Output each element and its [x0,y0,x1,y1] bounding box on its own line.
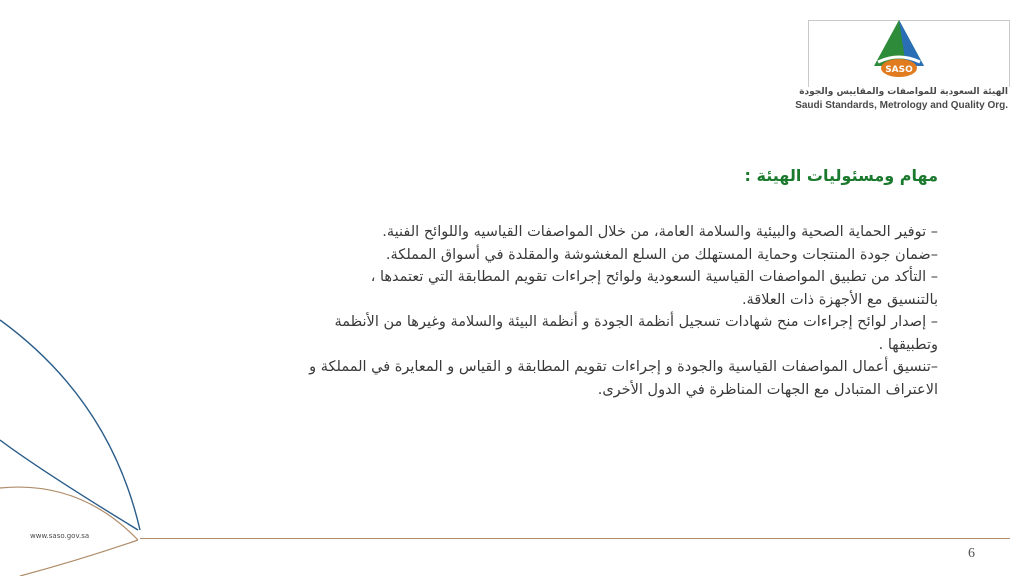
slide-heading: مهام ومسئوليات الهيئة : [744,166,938,185]
list-item-continuation: بالتنسيق مع الأجهزة ذات العلاقة. [741,291,938,308]
list-item: – التأكد من تطبيق المواصفات القياسية السعودية ولوائح إجراءات تقويم المطابقة التي تعتمدها ، [370,269,938,285]
list-item: –تنسيق أعمال المواصفات القياسية والجودة و إجراءات تقويم المطابقة و القياس و المعايرة في المملكة و [309,359,938,375]
list-item-continuation: الاعتراف المتبادل مع الجهات المناظرة في الدول الأخرى. [597,381,938,398]
footer-divider [140,538,1010,539]
list-item: –ضمان جودة المنتجات وحماية المستهلك من السلع المغشوشة والمقلدة في أسواق المملكة. [385,246,938,263]
page-number: 6 [968,546,975,561]
responsibilities-list [168,221,938,401]
saso-logo-icon [864,18,934,80]
list-item: – توفير الحماية الصحية والبيئية والسلامة العامة، من خلال المواصفات القياسيه واللوائح الفنية. [382,224,938,240]
footer-url: www.saso.gov.sa [30,532,90,540]
logo-text: SASO [885,65,913,75]
list-item: – إصدار لوائح إجراءات منح شهادات تسجيل أنظمة الجودة و أنظمة البيئة والسلامة وغيرها من الأنظمة [334,314,938,330]
decorative-curves [0,0,160,576]
list-item-continuation: وتطبيقها . [878,336,938,353]
org-name-english: Saudi Standards, Metrology and Quality Org. [795,100,1008,111]
org-name-arabic: الهيئة السعودية للمواصفات والمقاييس والجودة [799,87,1008,97]
